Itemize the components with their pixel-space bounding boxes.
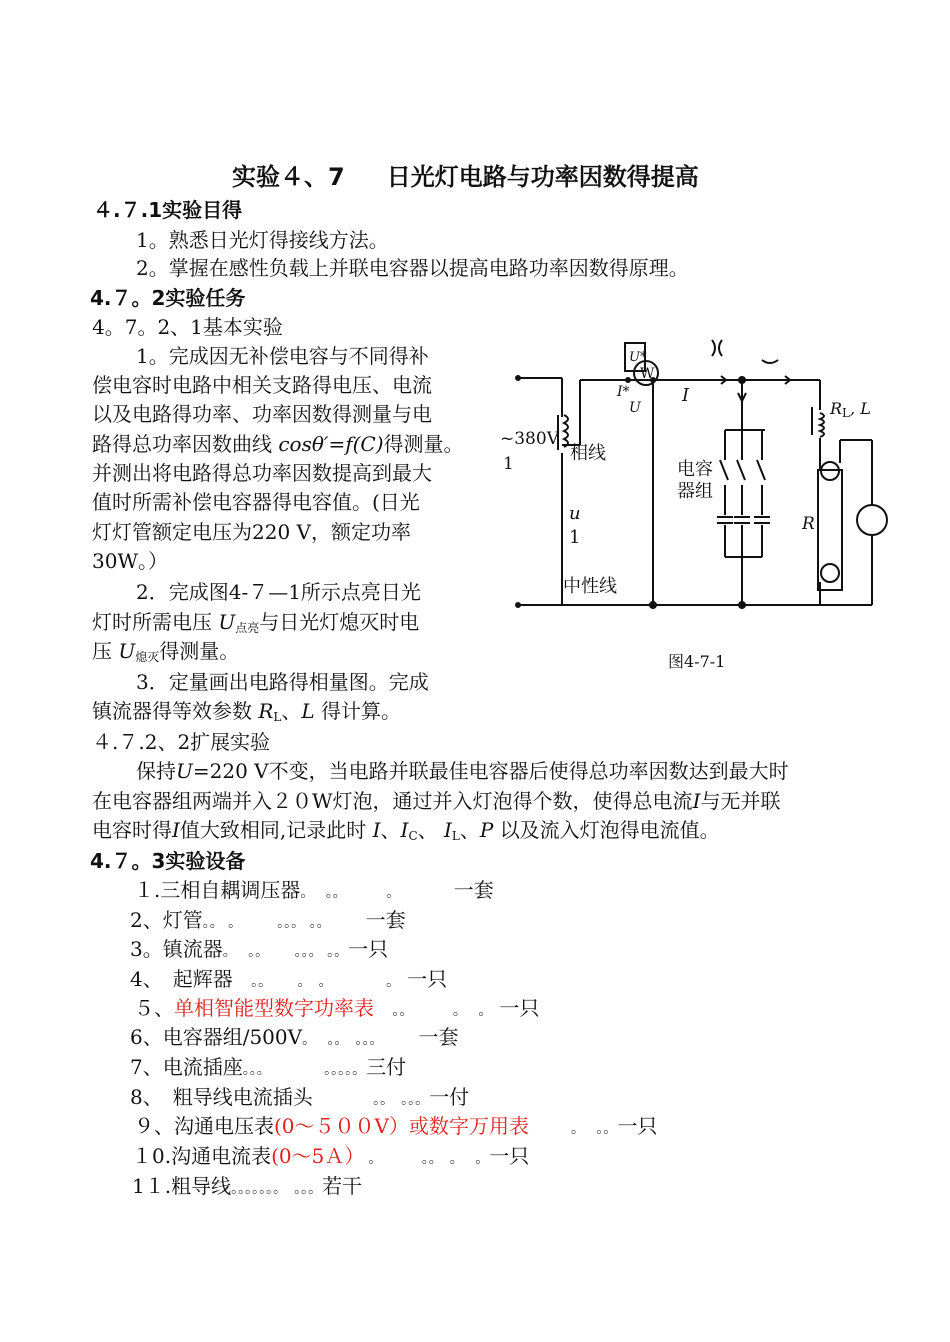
equipment-dots: 。 。。 。。。 bbox=[302, 1032, 419, 1048]
arrow-i2 bbox=[770, 376, 790, 384]
equipment-dots: 。。。。。。。 。。。 bbox=[231, 1181, 323, 1197]
equipment-item bbox=[130, 906, 406, 937]
terminal-dot bbox=[516, 376, 520, 380]
equipment-qty: 一只 bbox=[407, 967, 448, 991]
source-coil bbox=[564, 415, 568, 447]
source-label: ~380V bbox=[500, 429, 559, 449]
equipment-label: 1１.粗导线 bbox=[132, 1174, 232, 1198]
cap-switch-2 bbox=[737, 460, 745, 480]
objective-1: 1。熟悉日光灯得接线方法。 bbox=[136, 228, 389, 252]
task1-line3: 以及电路得功率、功率因数得测量与电 bbox=[92, 402, 432, 426]
subsection-basic: 4。7。2、1基本实验 bbox=[92, 315, 283, 339]
fig-label-istar: I* bbox=[617, 384, 630, 400]
fig-label-uw: U bbox=[629, 400, 641, 416]
equipment-dots: 。。 。 。 bbox=[374, 1003, 500, 1019]
section-heading-473: 4.７。3实验设备 bbox=[90, 849, 246, 873]
equipment-item bbox=[130, 1023, 459, 1054]
task2-line1: 2．完成图4-７—1所示点亮日光 bbox=[136, 580, 421, 604]
equipment-item bbox=[130, 1083, 469, 1114]
ext-line1 bbox=[136, 757, 789, 785]
equipment-dots: 。 。。 。 bbox=[300, 885, 454, 901]
equipment-item bbox=[130, 935, 388, 966]
subsection-extended: ４.７.2、2扩展实验 bbox=[92, 730, 271, 754]
ext-line1-a: 保持 bbox=[136, 759, 176, 783]
fig-label-cap: 电容 bbox=[677, 459, 713, 480]
ext-sep2: 、 bbox=[417, 818, 438, 842]
rl-symbol: R bbox=[258, 699, 274, 723]
ext-p: P bbox=[479, 818, 494, 842]
equipment-label: 8、 粗导线电流插头 bbox=[130, 1085, 313, 1109]
task1-line7: 灯灯管额定电压为220 V，额定功率 bbox=[92, 520, 411, 544]
junction-dot bbox=[739, 377, 745, 383]
fig-label-w: W bbox=[640, 366, 655, 382]
equipment-label-red: (0～5Ａ） bbox=[271, 1144, 355, 1168]
section-heading-472: 4.７。2实验任务 bbox=[90, 286, 246, 310]
arrow-i bbox=[710, 376, 726, 384]
equipment-label: ９、沟通电压表 bbox=[134, 1114, 274, 1138]
equipment-label: 6、电容器组/500V bbox=[130, 1025, 303, 1049]
clip-arc-1 bbox=[712, 340, 715, 356]
equipment-dots: 。。 。 。。。 。。 bbox=[202, 915, 366, 931]
task3-line2-tail: 得计算。 bbox=[321, 699, 402, 723]
equipment-qty: 一套 bbox=[453, 878, 494, 902]
ext-i3: I bbox=[372, 818, 381, 842]
junction-dot bbox=[739, 602, 745, 608]
fig-label-rl bbox=[830, 395, 871, 427]
equipment-item bbox=[132, 1142, 529, 1173]
equipment-label-red: (0～５００V）或数字万用表 bbox=[274, 1114, 529, 1138]
fig-label-source bbox=[500, 425, 559, 453]
figure-caption: 图4-7-1 bbox=[668, 652, 726, 671]
fig-label-cap2: 器组 bbox=[677, 481, 713, 502]
equipment-dots: 。 。。 bbox=[528, 1121, 618, 1137]
rl-label-sub: L bbox=[842, 406, 851, 420]
fig-label-source-idx: 1 bbox=[503, 454, 514, 474]
ext-i: I bbox=[692, 789, 701, 813]
ext-il: I bbox=[443, 818, 452, 842]
equipment-label: １.三相自耦调压器 bbox=[134, 878, 301, 902]
junction-dot bbox=[650, 602, 656, 608]
fig-label-i: I bbox=[682, 385, 690, 406]
objective-2: 2。掌握在感性负载上并联电容器以提高电路功率因数得原理。 bbox=[136, 256, 689, 280]
equipment-qty: 若干 bbox=[322, 1174, 363, 1198]
equipment-qty: 一只 bbox=[499, 996, 540, 1020]
fig-label-phase: 相线 bbox=[570, 443, 606, 464]
fig-label-r: R bbox=[802, 514, 815, 534]
ext-il-sub: L bbox=[451, 829, 460, 843]
u-symbol-2: U bbox=[118, 639, 136, 663]
equipment-item bbox=[134, 994, 539, 1025]
task2-line3-text: 压 bbox=[92, 639, 112, 663]
ext-sep1: 、 bbox=[380, 818, 401, 842]
equipment-label: １0.沟通电流表 bbox=[132, 1144, 272, 1168]
ext-line3-tail: 以及流入灯泡得电流值。 bbox=[499, 818, 720, 842]
equipment-label: 2、灯管 bbox=[130, 908, 203, 932]
task2-line2-text: 灯时所需电压 bbox=[92, 610, 212, 634]
task1-line2: 偿电容时电路中相关支路得电压、电流 bbox=[92, 373, 432, 397]
ext-sep3: 、 bbox=[459, 818, 480, 842]
equipment-item bbox=[134, 1112, 657, 1143]
title-number: 实验４、7 bbox=[232, 163, 345, 191]
fig-label-u-idx: 1 bbox=[569, 527, 581, 548]
u-symbol: U bbox=[218, 610, 236, 634]
ext-i2: I bbox=[172, 818, 180, 842]
ext-line3-b: 值大致相同,记录此时 bbox=[179, 818, 367, 842]
ext-line2-b: 与无并联 bbox=[700, 789, 781, 813]
task2-line2-tail: 与日光灯熄灭时电 bbox=[259, 610, 420, 634]
ext-line2-a: 在电容器组两端并入２０W灯泡，通过并入灯泡得个数，使得总电流 bbox=[92, 789, 693, 813]
equipment-item bbox=[130, 1053, 406, 1084]
u-sub-off: 熄灭 bbox=[135, 650, 160, 664]
equipment-item bbox=[132, 1172, 362, 1203]
rl-sub: L bbox=[273, 710, 282, 724]
equipment-dots: 。。。 。。。。。 bbox=[242, 1062, 367, 1078]
task3-line2 bbox=[92, 697, 401, 731]
equipment-qty: 一付 bbox=[429, 1085, 470, 1109]
equipment-qty: 一只 bbox=[348, 937, 389, 961]
task2-line3 bbox=[92, 637, 239, 671]
task1-line4-text: 路得总功率因数曲线 bbox=[92, 432, 272, 456]
ext-u: U bbox=[176, 759, 193, 783]
task2-line3-tail: 得测量。 bbox=[159, 639, 240, 663]
equipment-label: 3。镇流器 bbox=[130, 937, 223, 961]
task3-line2-text: 镇流器得等效参数 bbox=[92, 699, 252, 723]
title-text: 日光灯电路与功率因数得提高 bbox=[386, 163, 699, 191]
ext-line1-b: =220 V不变，当电路并联最佳电容器后使得总功率因数达到最大时 bbox=[192, 759, 789, 783]
equipment-label: ５、 bbox=[134, 996, 174, 1020]
equipment-qty: 一套 bbox=[418, 1025, 459, 1049]
ext-line3 bbox=[92, 816, 720, 850]
ext-ic-sub: C bbox=[408, 829, 418, 843]
equipment-dots: 。 。。 。。。 。。 bbox=[222, 944, 349, 960]
ext-line3-a: 电容时得 bbox=[92, 818, 172, 842]
task1-line4 bbox=[92, 430, 464, 458]
equipment-qty: 一只 bbox=[617, 1114, 658, 1138]
rl-label: R bbox=[830, 399, 843, 418]
equipment-qty: 三付 bbox=[366, 1055, 407, 1079]
cos-formula: cosθ′=f(C) bbox=[278, 432, 384, 456]
task1-line4-tail: 得测量。 bbox=[383, 432, 464, 456]
equipment-item bbox=[130, 965, 447, 996]
ballast-coil bbox=[820, 413, 824, 437]
ext-ic: I bbox=[400, 818, 409, 842]
task1-line1: 1。完成因无补偿电容与不同得补 bbox=[136, 344, 429, 368]
equipment-dots: 。 。。 。 。 bbox=[354, 1151, 490, 1167]
fig-label-ustar: U* bbox=[629, 350, 647, 365]
ext-line2 bbox=[92, 787, 780, 815]
section-heading-471: ４.７.1实验目得 bbox=[93, 198, 243, 222]
fig-label-u: u bbox=[569, 503, 581, 524]
equipment-label-red: 单相智能型数字功率表 bbox=[174, 996, 374, 1020]
clip-arc-2 bbox=[719, 340, 722, 356]
u-sub-light: 点亮 bbox=[235, 621, 260, 635]
equipment-qty: 一套 bbox=[365, 908, 406, 932]
terminal-dot bbox=[516, 603, 520, 607]
clip-arc-3 bbox=[762, 360, 778, 363]
page-title bbox=[232, 163, 699, 191]
equipment-item bbox=[134, 876, 494, 907]
task1-line6: 值时所需补偿电容器得电容值。(日光 bbox=[92, 490, 420, 514]
equipment-dots: 。。 。。。 bbox=[312, 1092, 430, 1108]
cap-switch-3 bbox=[757, 460, 765, 480]
equipment-label: 4、 起辉器 bbox=[130, 967, 233, 991]
sep-comma: 、 bbox=[281, 699, 302, 723]
starter bbox=[857, 505, 887, 535]
equipment-qty: 一只 bbox=[489, 1144, 530, 1168]
task3-line1: 3．定量画出电路得相量图。完成 bbox=[136, 670, 429, 694]
l-symbol: L bbox=[301, 699, 315, 723]
task1-line5: 并测出将电路得总功率因数提高到最大 bbox=[92, 461, 432, 485]
rl-label-l: , L bbox=[850, 399, 871, 418]
equipment-label: 7、电流插座 bbox=[130, 1055, 243, 1079]
fig-label-neutral: 中性线 bbox=[563, 576, 617, 597]
tube-filament-bottom bbox=[821, 564, 839, 582]
cap-switch-1 bbox=[720, 460, 728, 480]
equipment-dots: 。。 。 。 。 bbox=[232, 974, 408, 990]
task1-line8: 30W。） bbox=[92, 549, 169, 573]
